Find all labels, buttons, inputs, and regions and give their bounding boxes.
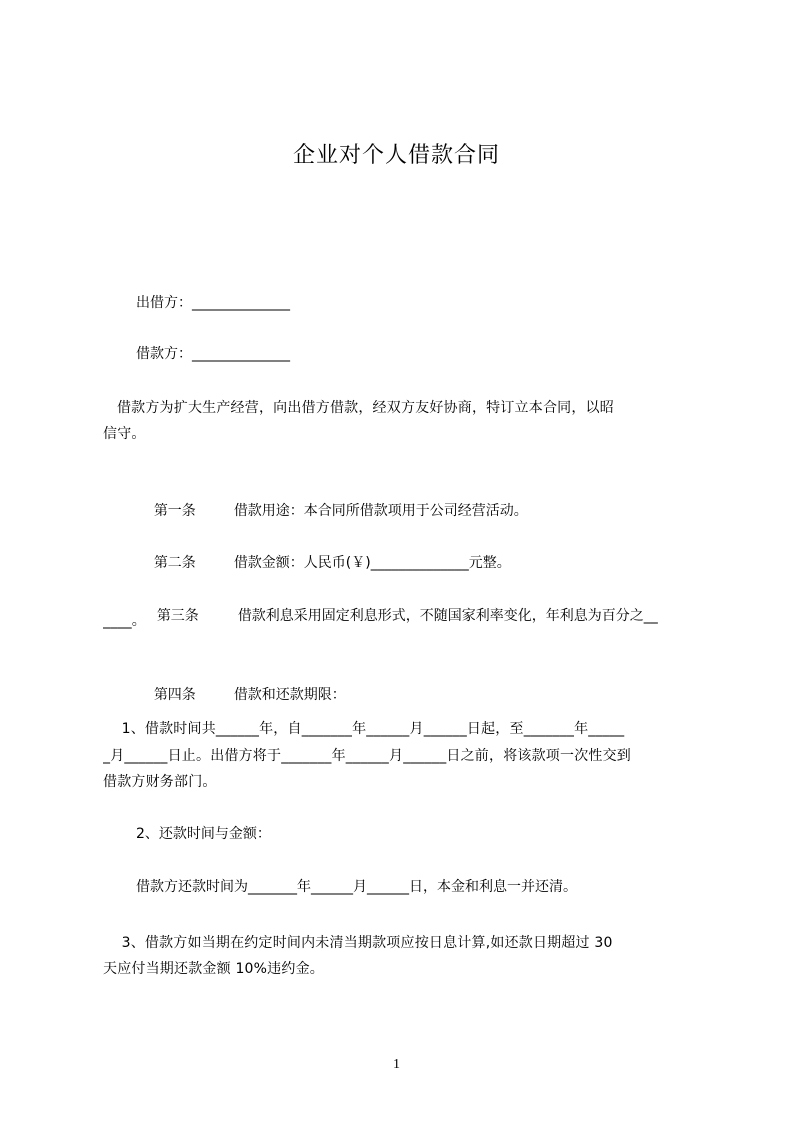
article-1-text: 借款用途：本合同所借款项用于公司经营活动。 <box>233 503 528 519</box>
article-3-text: 借款利息采用固定利息形式，不随国家利率变化，年利息为百分之__ <box>237 608 658 624</box>
article-4-label: 第四条 <box>153 687 196 703</box>
lender-line: 出借方：______________ <box>136 295 290 311</box>
clause-1-line-3: 借款方财务部门。 <box>103 774 217 790</box>
article-2-label: 第二条 <box>153 555 196 571</box>
preamble-line-1: 借款方为扩大生产经营，向出借方借款，经双方友好协商，特订立本合同，以昭 <box>103 400 614 416</box>
article-3-continuation: ____。 <box>103 613 146 629</box>
article-4-text: 借款和还款期限： <box>233 687 346 703</box>
article-3-label: 第三条 <box>156 608 199 624</box>
document-title: 企业对个人借款合同 <box>292 143 500 168</box>
clause-3-line-2: 天应付当期还款金额 10%违约金。 <box>103 961 324 977</box>
clause-1-line-1: 1、借款时间共______年，自_______年______月______日起，至_______年_____ <box>103 721 625 737</box>
article-1-label: 第一条 <box>153 503 196 519</box>
borrower-line: 借款方：______________ <box>136 346 290 362</box>
page-number: 1 <box>393 1057 400 1072</box>
article-2-text: 借款金额：人民币(￥)______________元整。 <box>233 555 511 571</box>
clause-3-line-1: 3、借款方如当期在约定时间内未清当期款项应按日息计算,如还款日期超过 30 <box>103 935 613 951</box>
clause-2-text: 借款方还款时间为_______年______月______日，本金和利息一并还清。 <box>136 879 577 895</box>
clause-1-line-2: _月______日止。出借方将于_______年______月______日之前，将该款项一次性交到 <box>103 748 631 764</box>
clause-2-heading: 2、还款时间与金额： <box>136 826 271 842</box>
preamble-line-2: 信守。 <box>103 426 146 442</box>
